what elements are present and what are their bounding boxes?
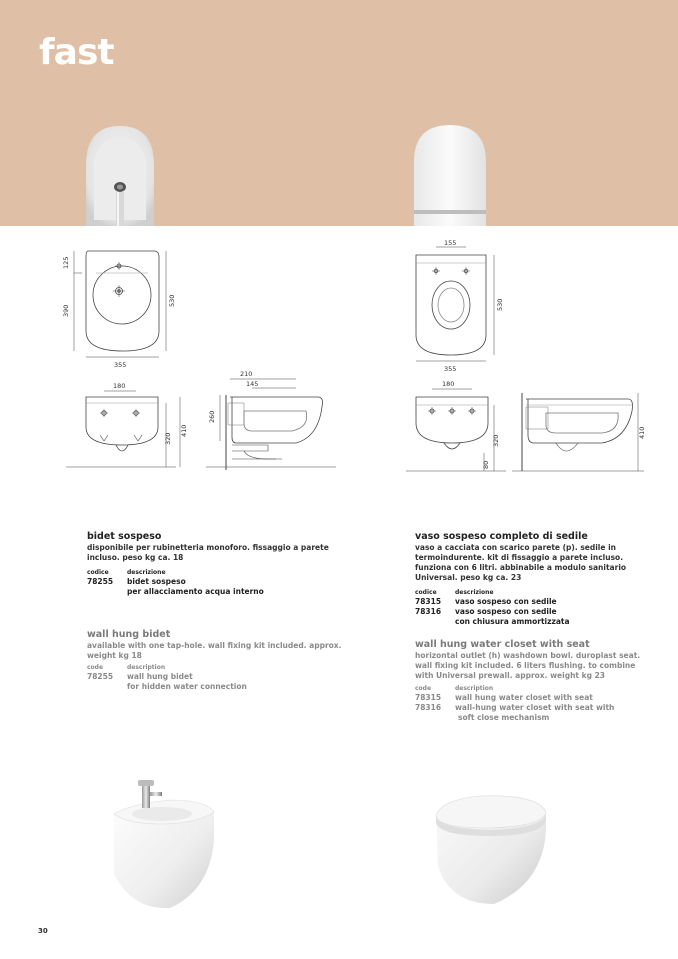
bidet-table-en xyxy=(87,663,347,692)
descrizione-label: descrizione xyxy=(127,569,166,576)
bidet-text-column xyxy=(87,531,347,692)
codice-label: codice xyxy=(87,569,109,576)
bidet-technical-drawing xyxy=(56,245,346,475)
item-desc: bidet sospeso xyxy=(127,577,186,586)
item-code: 78316 xyxy=(415,607,442,616)
item-desc-2: for hidden water connection xyxy=(127,682,247,691)
wc-table-en xyxy=(415,684,645,723)
item-desc-2: per allacciamento acqua interno xyxy=(127,587,264,596)
wc-dim-355: 355 xyxy=(444,365,457,373)
item-code: 78315 xyxy=(415,693,442,702)
bidet-desc-en: available with one tap-hole. wall fixing kit included. approx. weight kg 18 xyxy=(87,641,342,660)
brand-title: fast xyxy=(39,32,114,73)
item-desc: wall-hung water closet with seat with xyxy=(455,703,615,712)
bidet-dim-260: 260 xyxy=(208,410,216,423)
wc-desc-en: horizontal outlet (h) washdown bowl. duroplast seat. wall fixing kit included. 6 liters flushing. to combine with Universal prewall. approx. weight kg 23 xyxy=(415,651,641,680)
wc-dim-80: 80 xyxy=(482,460,490,469)
item-code: 78315 xyxy=(415,597,442,606)
item-code: 78255 xyxy=(87,577,114,586)
bidet-title-it: bidet sospeso xyxy=(87,531,162,542)
item-desc: vaso sospeso con sedile xyxy=(455,607,557,616)
wc-dim-320: 320 xyxy=(492,434,500,447)
item-desc: wall hung bidet xyxy=(127,672,193,681)
codice-label: codice xyxy=(415,589,437,596)
item-desc: vaso sospeso con sedile xyxy=(455,597,557,606)
bidet-desc-it: disponibile per rubinetteria monoforo. fissaggio a parete incluso. peso kg ca. 18 xyxy=(87,543,329,562)
descrizione-label: descrizione xyxy=(455,589,494,596)
wc-text-column xyxy=(415,531,645,723)
bidet-dim-180: 180 xyxy=(113,382,126,390)
bidet-dim-410: 410 xyxy=(180,424,188,437)
wc-desc-it: vaso a cacciata con scarico parete (p). sedile in termoindurente. kit di fissaggio a parete incluso. funziona con 6 litri. abbinabile a modulo sanitario Universal. peso kg ca. 23 xyxy=(415,543,627,582)
bidet-top-photo xyxy=(80,120,160,226)
bidet-dim-125: 125 xyxy=(62,256,70,269)
bidet-dim-145: 145 xyxy=(246,380,259,388)
wc-dim-530: 530 xyxy=(496,298,504,311)
wc-technical-drawing xyxy=(406,235,646,475)
bidet-dim-390: 390 xyxy=(62,304,70,317)
code-label: code xyxy=(415,685,432,692)
wc-dim-155: 155 xyxy=(444,239,457,247)
wc-table-it xyxy=(415,588,645,627)
wc-title-it: vaso sospeso completo di sedile xyxy=(415,531,588,542)
description-label: description xyxy=(127,664,166,671)
bidet-table-it xyxy=(87,568,347,597)
bidet-dim-320: 320 xyxy=(164,432,172,445)
code-label: code xyxy=(87,664,104,671)
item-desc: wall hung water closet with seat xyxy=(455,693,593,702)
item-code: 78255 xyxy=(87,672,114,681)
bidet-title-en: wall hung bidet xyxy=(87,629,171,640)
description-label: description xyxy=(455,685,494,692)
page-number: 30 xyxy=(38,927,48,935)
wc-title-en: wall hung water closet with seat xyxy=(415,639,590,650)
bidet-dim-210: 210 xyxy=(240,370,253,378)
header-band xyxy=(0,0,678,226)
wc-dim-180: 180 xyxy=(442,380,455,388)
bidet-dim-530: 530 xyxy=(168,294,176,307)
item-code: 78316 xyxy=(415,703,442,712)
item-desc-2: soft close mechanism xyxy=(458,713,550,722)
bidet-dim-355: 355 xyxy=(114,361,127,369)
bidet-product-photo xyxy=(100,778,222,912)
wc-dim-410: 410 xyxy=(638,426,646,439)
wc-product-photo xyxy=(430,786,550,908)
wc-top-photo xyxy=(412,122,488,226)
item-desc-2: con chiusura ammortizzata xyxy=(455,617,570,626)
